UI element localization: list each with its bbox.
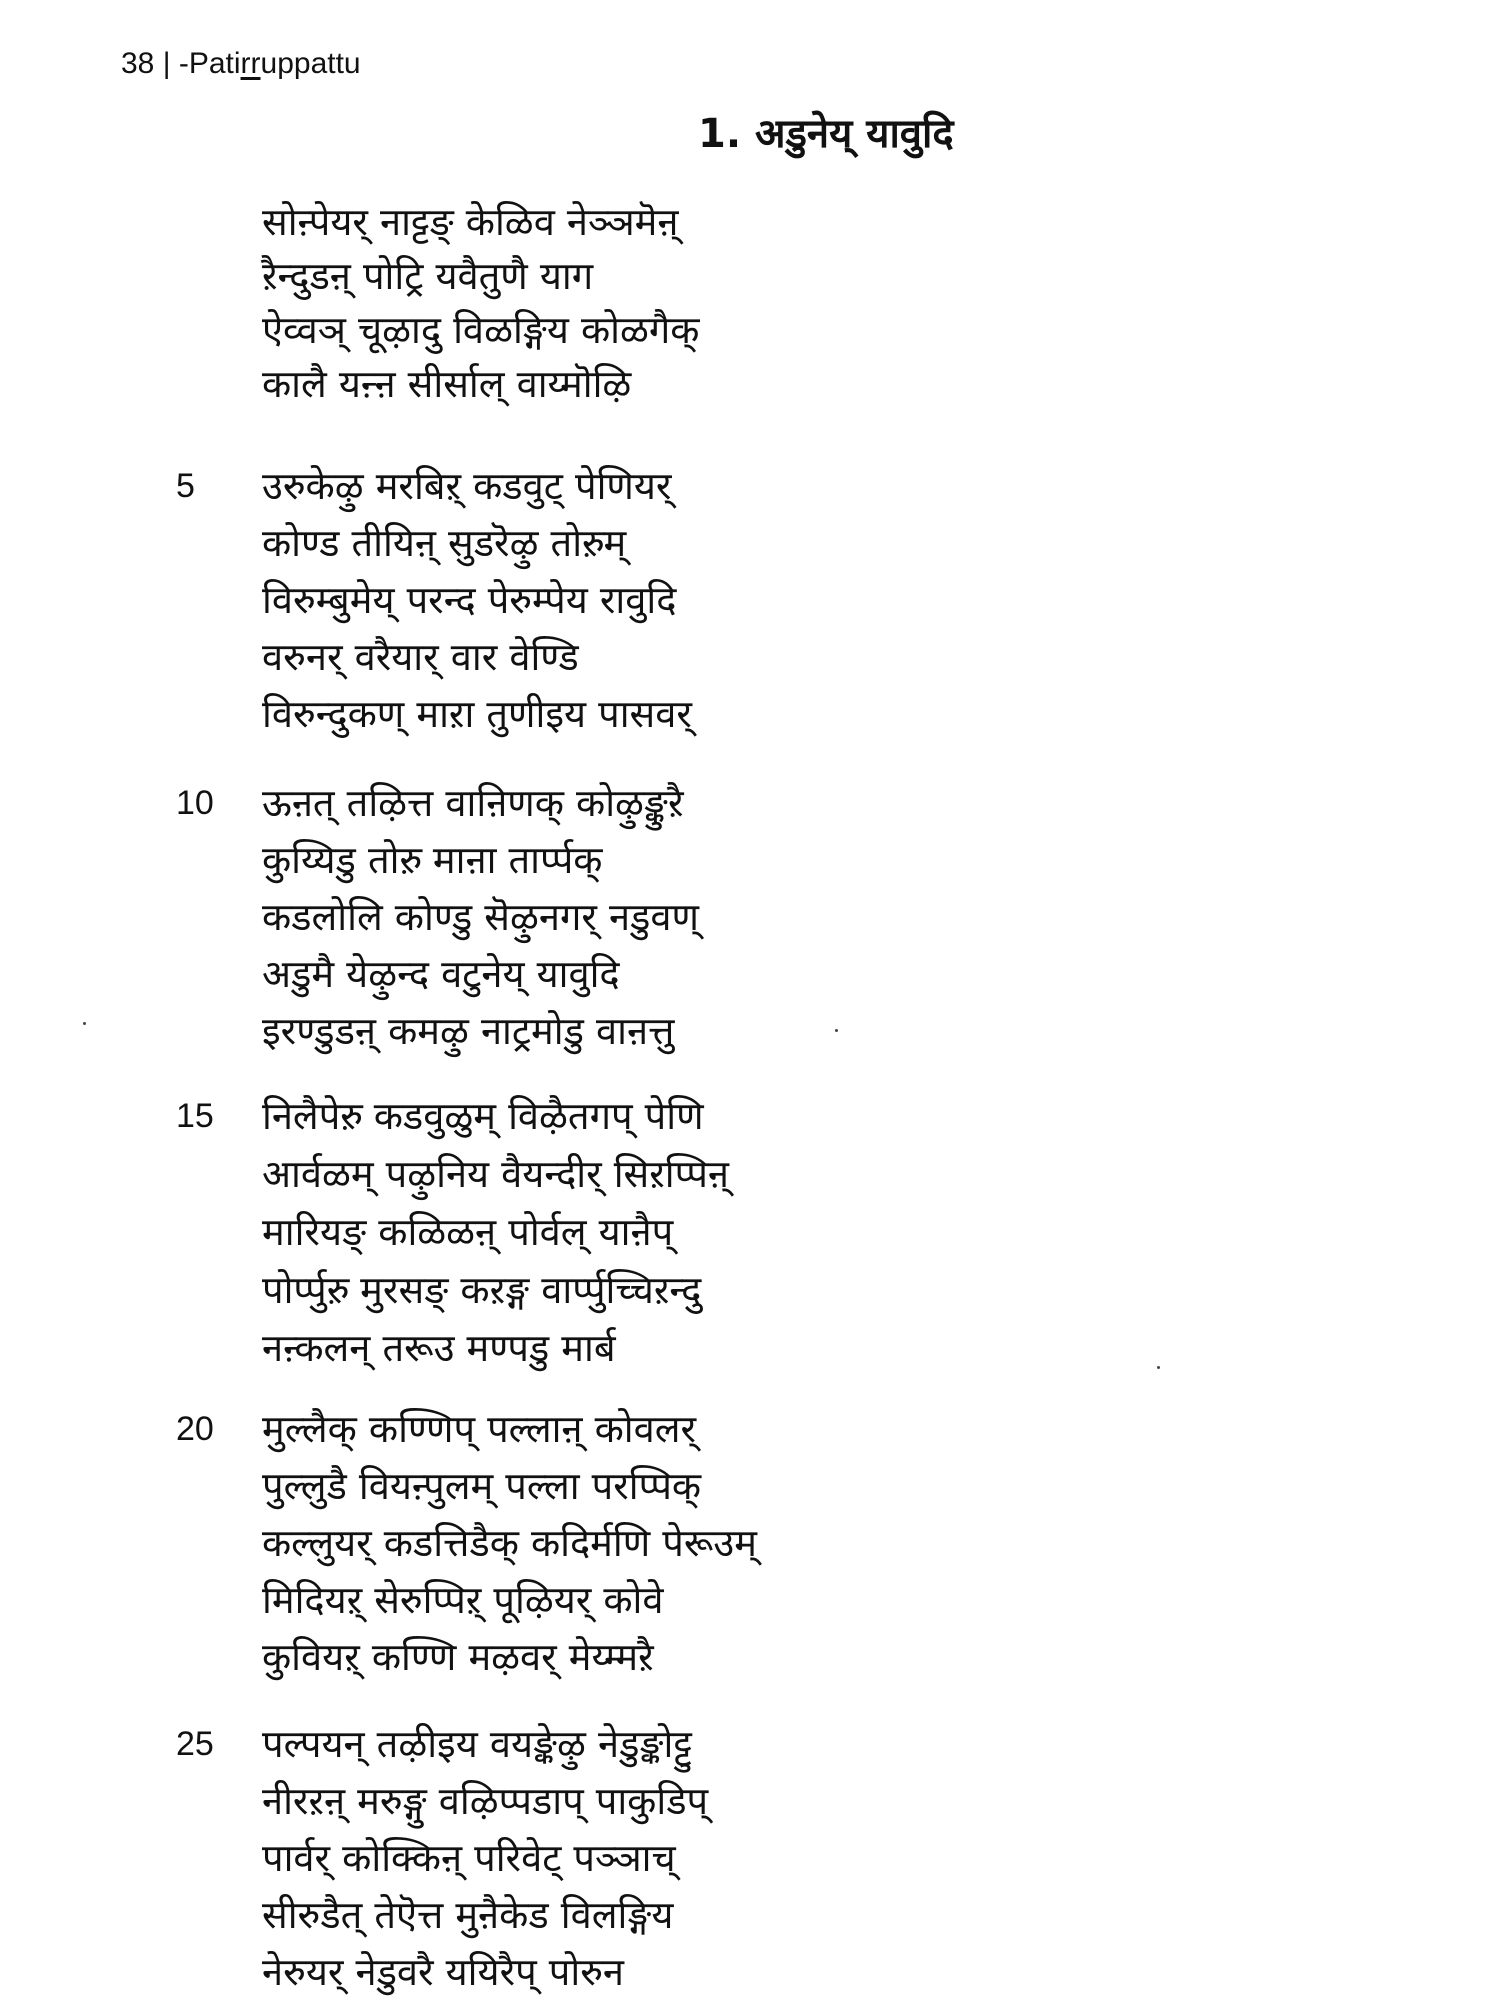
verse-line: नेरुयर् नेडुवरै ययिरैप् पोरुन [262, 1950, 625, 1994]
verse-line: वरुनर् वरैयार् वार वेण्डि [262, 635, 579, 679]
verse-line: कल्लुयर् कडत्तिडैक् कदिर्मणि पेरूउम् [262, 1521, 757, 1565]
book-title-suffix: uppattu [260, 47, 361, 80]
line-number: 25 [176, 1725, 214, 1763]
verse-line: पोर्प्पुऱु मुरसङ् कऱङ्ग वार्प्पुच्चिऱन्दु [262, 1268, 702, 1312]
verse-line: ऊऩत् तऴित्त वाऩिणक् कोऴुङ्कुऱै [262, 781, 684, 825]
verse-line: मुल्लैक् कण्णिप् पल्लाऩ् कोवलर् [262, 1407, 697, 1451]
verse-line: मारियङ् कळिळऩ् पोर्वल् याऩैप् [262, 1210, 674, 1254]
verse-line: उरुकेऴु मरबिऱ् कडवुट् पेणियर् [262, 464, 672, 508]
verse-line: आर्वळम् पऴुनिय वैयन्दीर् सिऱप्पिऩ् [262, 1152, 730, 1196]
verse-line: मिदियऱ् सेरुप्पिऱ् पूऴियर् कोवे [262, 1578, 664, 1622]
verse-line: पल्पयन् तऴीइय वयङ्केऴु नेडुङ्कोट्टु [262, 1722, 692, 1766]
page-number: 38 [121, 47, 155, 80]
header-separator: | [154, 47, 179, 80]
verse-line: कुय्यिडु तोऱु माऩा तार्प्पक् [262, 838, 603, 882]
verse-line: नऩ्कलन् तरूउ मण्पडु मार्ब [262, 1326, 616, 1370]
verse-line: पुल्लुडै वियऩ्पुलम् पल्ला परप्पिक् [262, 1464, 702, 1508]
line-number: 10 [176, 784, 214, 822]
verse-line: कोण्ड तीयिऩ् सुडरॆऴु तोऱुम् [262, 521, 627, 565]
verse-line: निलैपेऱु कडवुळुम् विऴैतगप् पेणि [262, 1094, 704, 1138]
verse-line: ऱैन्दुडऩ् पोट्रि यवैतुणै याग [262, 254, 594, 298]
book-title-underlined: rr [240, 47, 261, 80]
verse-line: कुवियऱ् कण्णि मऴवर् मेय्म्मऱै [262, 1635, 654, 1679]
verse-line: कडलोलि कोण्डु सॆऴुनगर् नडुवण् [262, 895, 699, 939]
verse-line: पार्वर् कोक्किऩ् परिवेट् पञ्ञाच् [262, 1836, 676, 1880]
scan-speck [835, 1029, 838, 1032]
line-number: 5 [176, 467, 195, 505]
scan-speck [1157, 1366, 1160, 1369]
verse-line: कालै यऩ्ऩ सीर्साल् वाय्मॊऴि [262, 362, 632, 406]
verse-line: सीरुडैत् तेऎत्त मुऩैकेड विलङ्गिय [262, 1893, 674, 1937]
running-header [121, 46, 361, 82]
verse-line: अडुमै येऴुन्द वटुनेय् यावुदि [262, 952, 620, 996]
verse-line: इरण्डुडऩ् कमऴु नाट्रमोडु वाऩत्तु [262, 1009, 675, 1053]
verse-line: ऐव्वञ् चूऴादु विळङ्गिय कोळगैक् [262, 308, 700, 352]
verse-line: नीरऱऩ् मरुङ्गु वऴिप्पडाप् पाकुडिप् [262, 1779, 709, 1823]
poem-title: 1. अडुनेय् यावुदि [698, 111, 954, 157]
book-title-prefix: -Pati [178, 47, 241, 80]
line-number: 15 [176, 1097, 214, 1135]
verse-line: विरुन्दुकण् माऱा तुणीइय पासवर् [262, 692, 692, 736]
verse-line: विरुम्बुमेय् परन्द पेरुम्पेय रावुदि [262, 578, 677, 622]
line-number: 20 [176, 1410, 214, 1448]
verse-line: सोऩ्पेयर् नाट्टङ् केळिव नेञ्ञमॆऩ् [262, 200, 679, 244]
scan-speck [83, 1022, 86, 1025]
